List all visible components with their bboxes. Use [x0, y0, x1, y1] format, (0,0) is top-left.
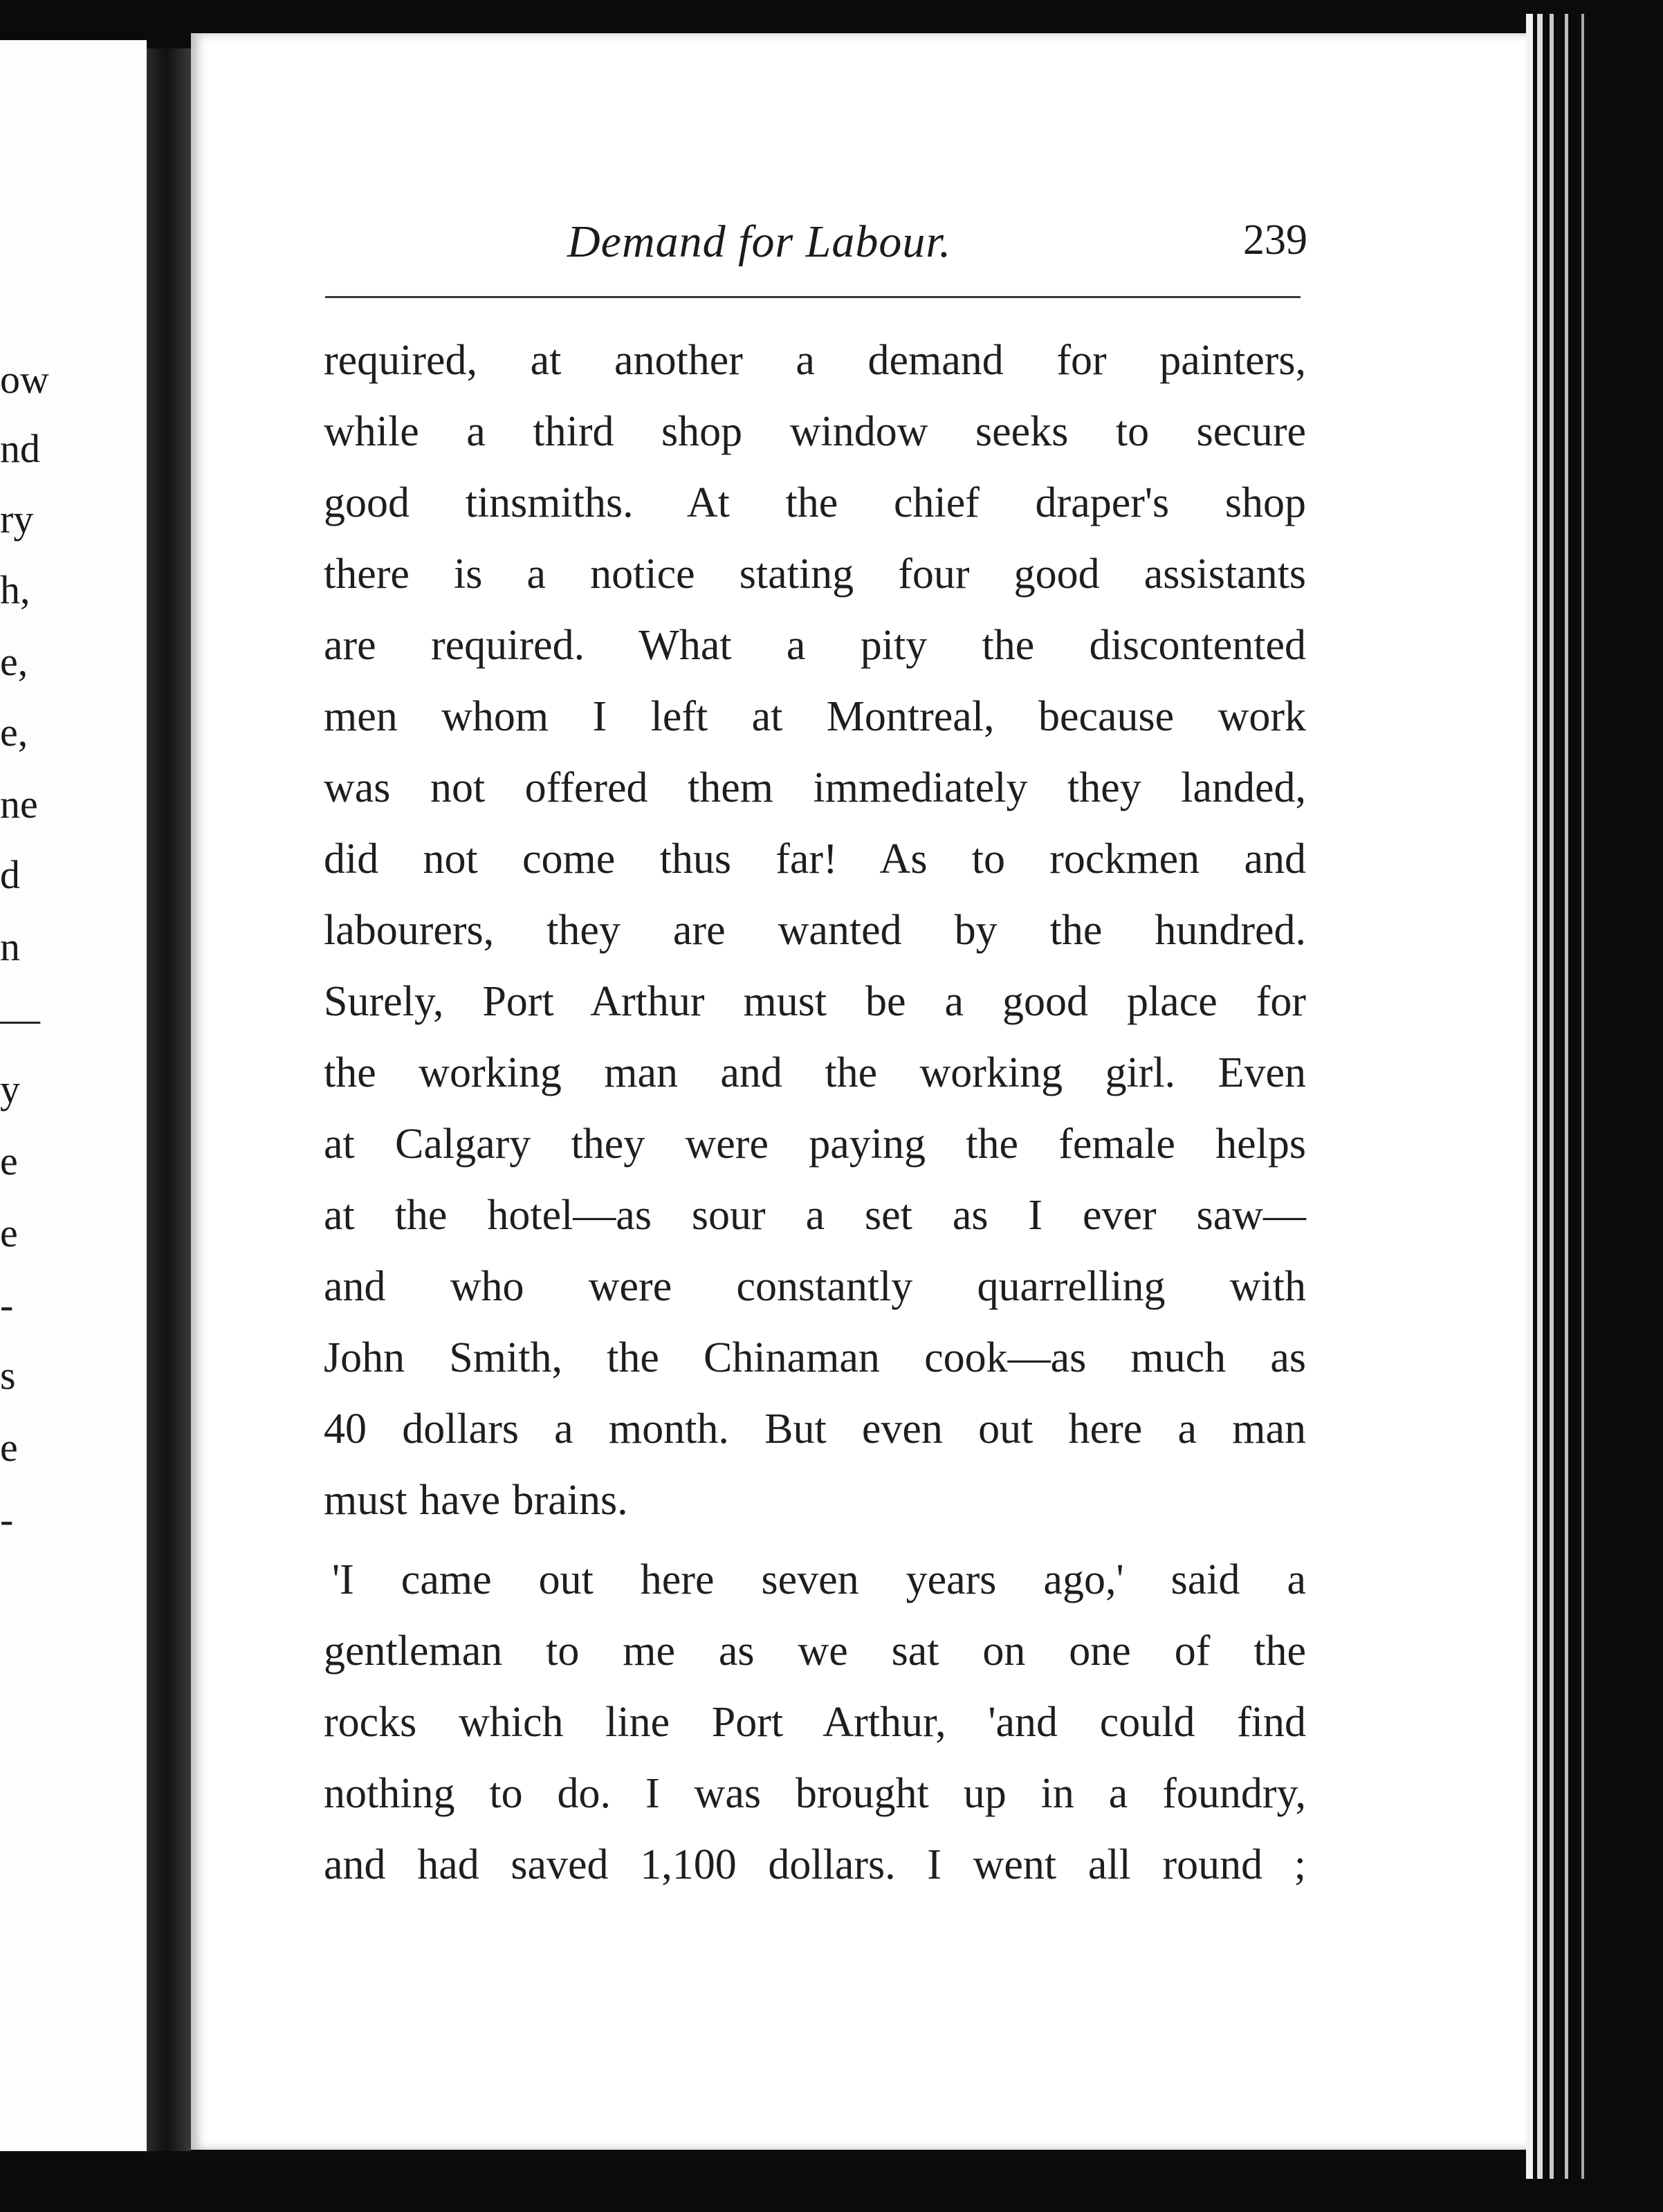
running-head: [325, 216, 1307, 278]
body-text: [324, 325, 1306, 1901]
left-page-fragment: s: [0, 1353, 16, 1398]
left-page-fragment: d: [0, 852, 20, 897]
text-line: there is a notice stating four good assistants: [324, 551, 1306, 598]
left-page-fragment: -: [0, 1282, 14, 1327]
left-page-fragment: ry: [0, 497, 34, 542]
text-line: labourers, they are wanted by the hundred.: [324, 907, 1306, 954]
left-page-fragment: -: [0, 1497, 14, 1542]
text-line: must have brains.: [324, 1477, 628, 1524]
left-page-fragment: e: [0, 1210, 18, 1255]
text-line: while a third shop window seeks to secure: [324, 408, 1306, 455]
page-number: 239: [1243, 216, 1307, 264]
paragraph-gap: [324, 1536, 1306, 1545]
left-page-fragment: ow: [0, 357, 49, 402]
text-line: Surely, Port Arthur must be a good place for: [324, 978, 1306, 1025]
text-line: rocks which line Port Arthur, 'and could find: [324, 1699, 1306, 1746]
text-line: and who were constantly quarrelling with: [324, 1263, 1306, 1310]
left-page-fragment: e,: [0, 639, 28, 684]
text-line: required, at another a demand for painters,: [324, 337, 1306, 384]
left-page-fragment: h,: [0, 567, 30, 612]
page-edge: [1537, 14, 1543, 2179]
page-edge: [1550, 14, 1554, 2179]
text-line: did not come thus far! As to rockmen and: [324, 836, 1306, 883]
text-line: 40 dollars a month. But even out here a man: [324, 1405, 1306, 1453]
text-line: gentleman to me as we sat on one of the: [324, 1628, 1306, 1675]
text-line: good tinsmiths. At the chief draper's shop: [324, 479, 1306, 526]
running-title: Demand for Labour.: [567, 216, 952, 267]
text-line: nothing to do. I was brought up in a foundry,: [324, 1770, 1306, 1817]
text-line: 'I came out here seven years ago,' said a: [332, 1556, 1306, 1603]
left-page-fragment: e,: [0, 710, 28, 755]
left-page-fragment: y: [0, 1067, 20, 1112]
left-page-fragment: nd: [0, 426, 40, 471]
text-line: at Calgary they were paying the female helps: [324, 1121, 1306, 1168]
text-line: the working man and the working girl. Even: [324, 1049, 1306, 1096]
left-page-fragment: e: [0, 1139, 18, 1183]
header-rule: [325, 296, 1301, 298]
text-line: men whom I left at Montreal, because work: [324, 693, 1306, 740]
text-line: and had saved 1,100 dollars. I went all round ;: [324, 1841, 1306, 1888]
left-page-fragment: —: [0, 996, 40, 1041]
text-line: are required. What a pity the discontented: [324, 622, 1306, 669]
text-line: at the hotel—as sour a set as I ever saw—: [324, 1192, 1306, 1239]
text-line: John Smith, the Chinaman cook—as much as: [324, 1334, 1306, 1381]
page-edge: [1565, 14, 1568, 2179]
left-page-fragment: ne: [0, 782, 38, 827]
page-edge: [1581, 14, 1584, 2179]
left-page-fragment: e: [0, 1425, 18, 1470]
book-gutter: [147, 48, 191, 2151]
left-page-fragment: n: [0, 924, 20, 969]
text-line: was not offered them immediately they landed,: [324, 764, 1306, 811]
page-edge: [1526, 14, 1533, 2179]
